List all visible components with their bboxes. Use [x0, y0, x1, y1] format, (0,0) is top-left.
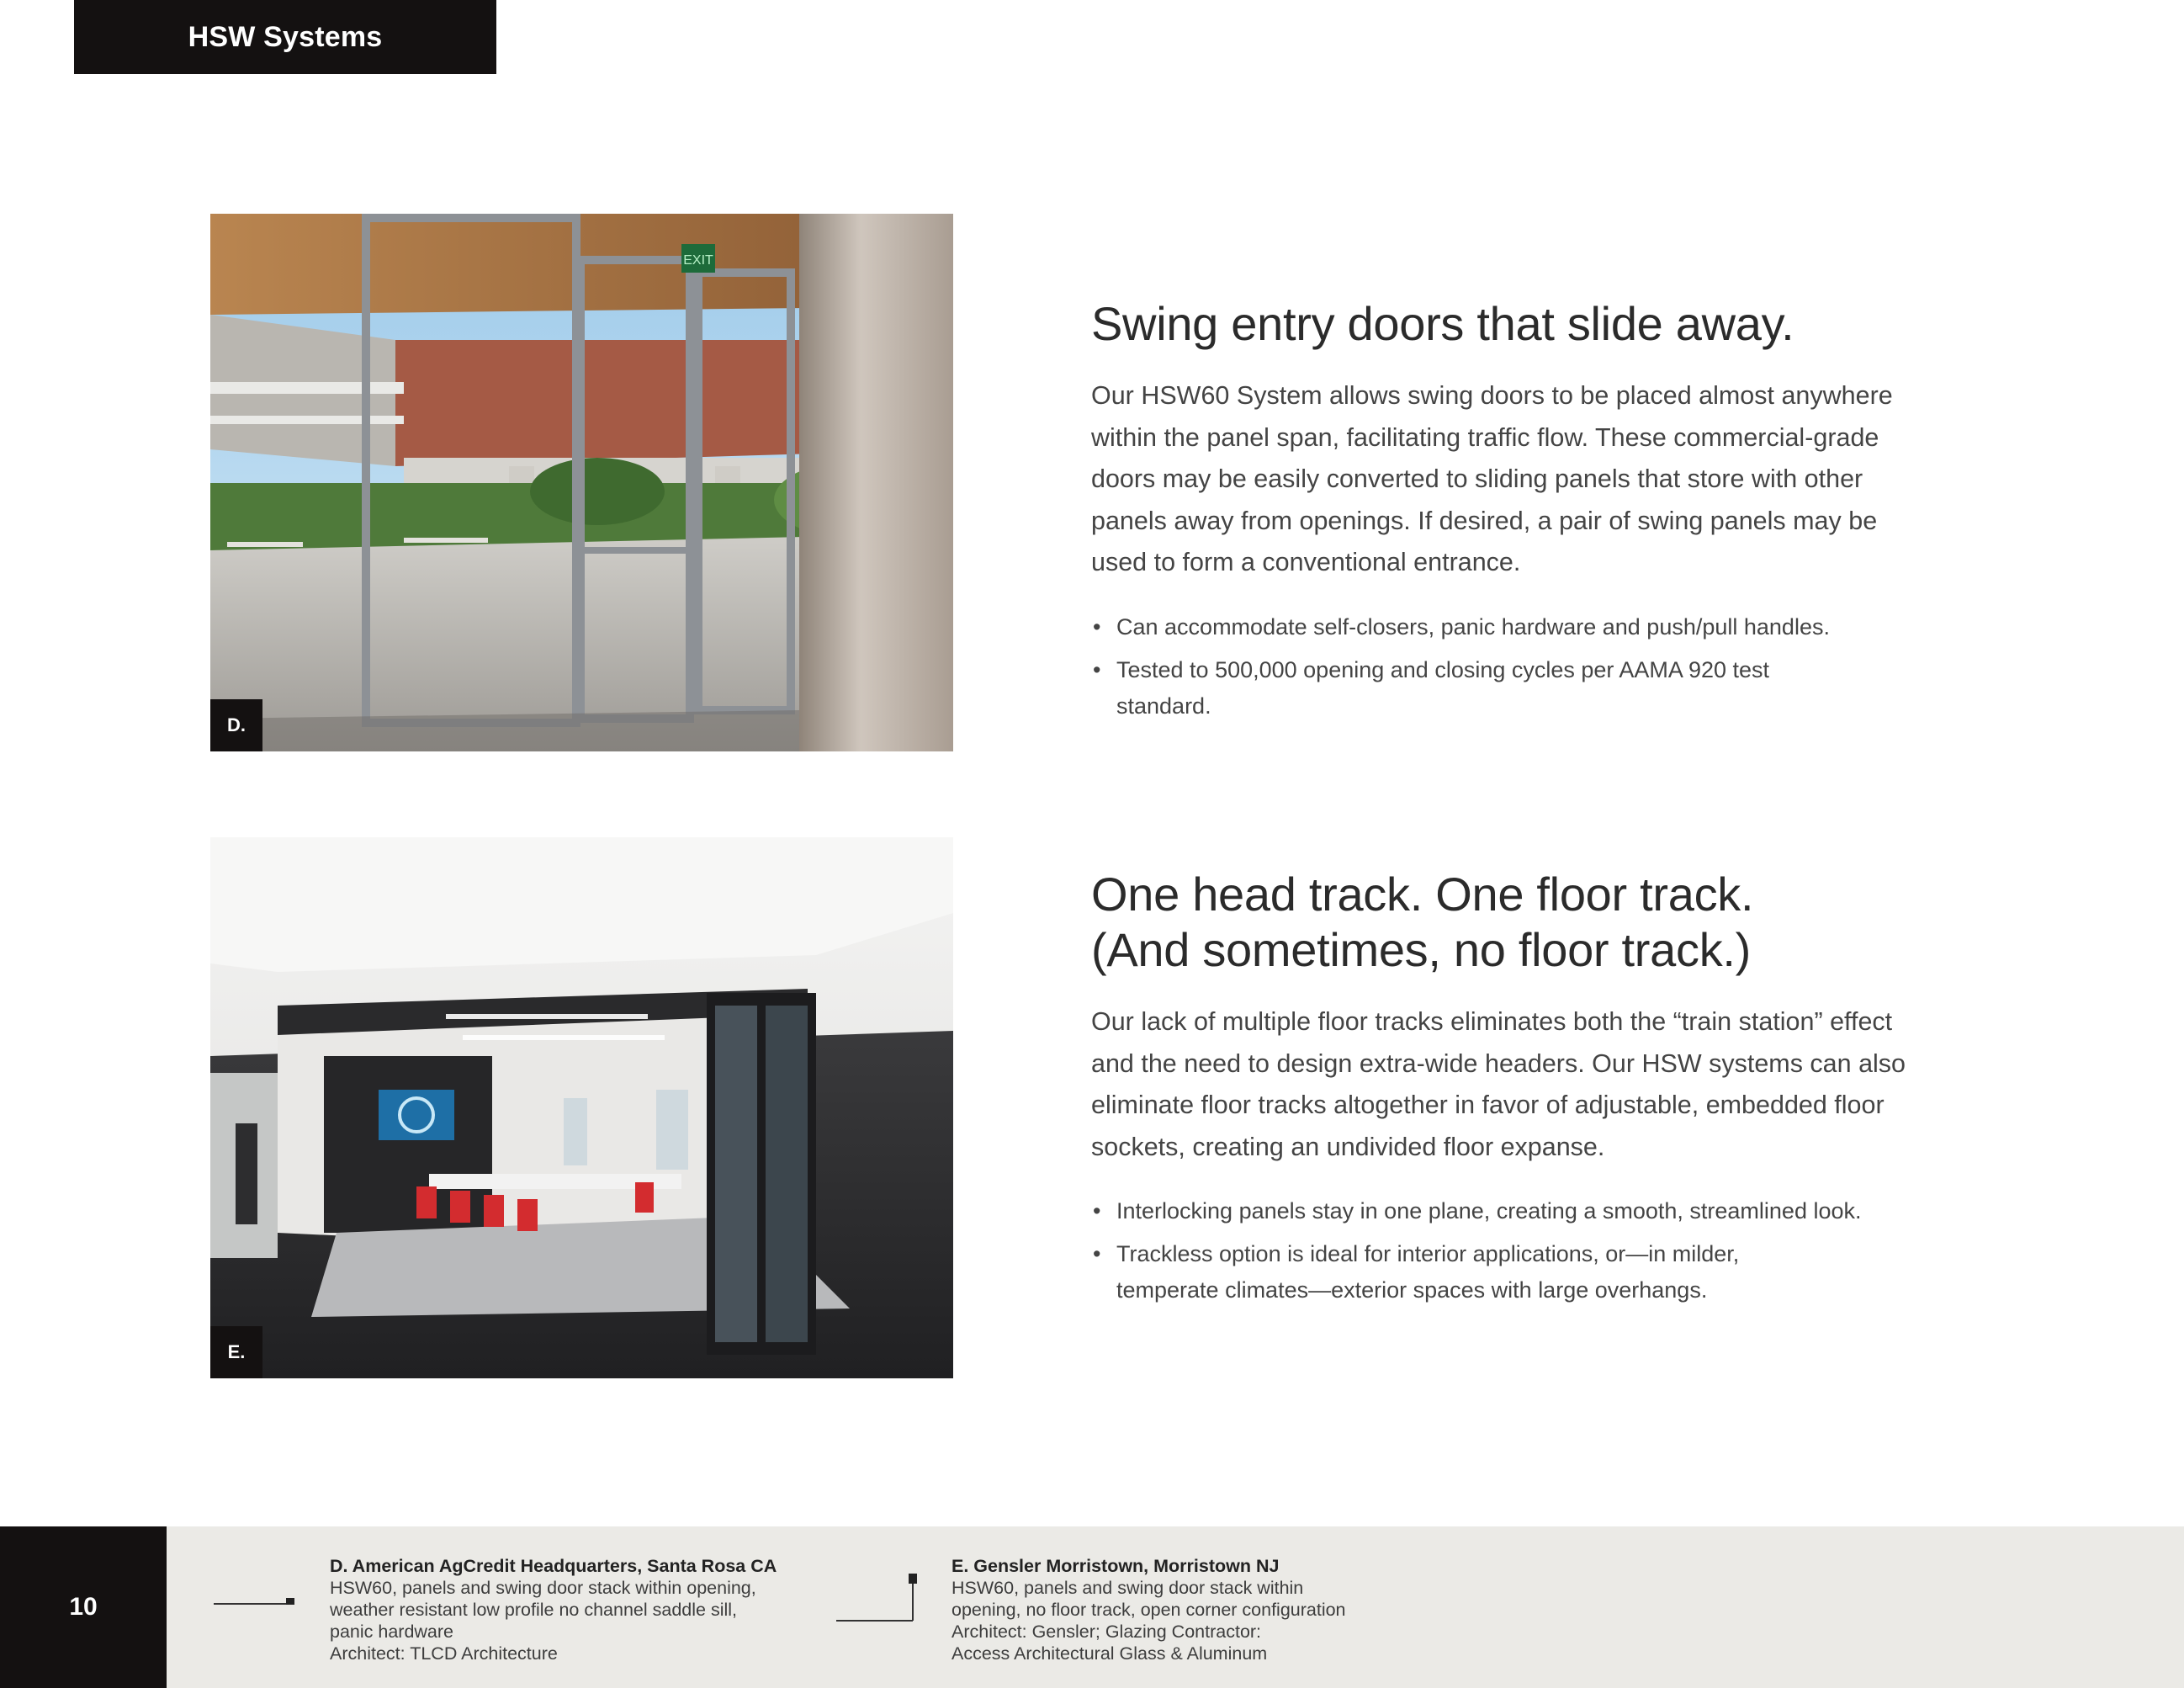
photo-d-label: D. [210, 699, 262, 751]
page-number: 10 [0, 1526, 167, 1688]
photo-d-swing-doors [210, 214, 953, 751]
exit-sign-text: EXIT [683, 253, 713, 268]
caption-d [330, 1555, 801, 1664]
section-header-tab [74, 0, 496, 74]
caption-line: Architect: TLCD Architecture [330, 1643, 558, 1664]
floor-socket-detail-icon [835, 1570, 919, 1624]
bullet-item: • Tested to 500,000 opening and closing cycles per AAMA 920 test standard. [1091, 652, 1781, 725]
section-title: HSW Systems [188, 20, 383, 53]
section-heading: Swing entry doors that slide away. [1091, 297, 1794, 350]
sill-detail-icon [212, 1585, 300, 1611]
caption-line: weather resistant low profile no channel saddle sill, [330, 1600, 738, 1620]
caption-line: Access Architectural Glass & Aluminum [952, 1643, 1268, 1664]
photo-e-label: E. [210, 1326, 262, 1378]
photo-e-conference-room [210, 837, 953, 1378]
section-heading-line-1: One head track. One floor track. [1091, 868, 1754, 921]
bullet-list [1091, 609, 1916, 725]
caption-line: opening, no floor track, open corner configuration [952, 1600, 1346, 1620]
section-heading-line-2: (And sometimes, no floor track.) [1091, 923, 1751, 976]
bullet-list [1091, 1193, 1916, 1308]
section-body: Our HSW60 System allows swing doors to be placed almost anywhere within the panel span, facilitating traffic flow. These commercial-grade doors may be easily converted to sliding panels that store with other panels away from openings. If desired, a pair of swing panels may be used to form a conventional entrance. [1091, 381, 1893, 576]
bullet-item: • Interlocking panels stay in one plane, creating a smooth, streamlined look. [1091, 1193, 1916, 1229]
caption-line: HSW60, panels and swing door stack within opening, [330, 1578, 756, 1598]
bullet-item: • Can accommodate self-closers, panic hardware and push/pull handles. [1091, 609, 1916, 645]
section-heading [1091, 867, 1916, 978]
caption-e [952, 1555, 1423, 1664]
photo-e-illustration [210, 837, 953, 1378]
caption-title: E. Gensler Morristown, Morristown NJ [952, 1556, 1280, 1576]
footer-captions [0, 1526, 2184, 1688]
caption-title: D. American AgCredit Headquarters, Santa Rosa CA [330, 1556, 777, 1576]
caption-line: Architect: Gensler; Glazing Contractor: [952, 1622, 1262, 1642]
bullet-item: • Trackless option is ideal for interior applications, or—in milder, temperate climates—exterior spaces with large overhangs. [1091, 1236, 1781, 1308]
section-swing-doors [1091, 296, 1916, 731]
section-body: Our lack of multiple floor tracks eliminates both the “train station” effect and the need to design extra-wide headers. Our HSW systems can also eliminate floor tracks altogether in favor of adjustable, embedded floor sockets, creating an undivided floor expanse. [1091, 1007, 1906, 1161]
caption-line: panic hardware [330, 1622, 454, 1642]
section-floor-track [1091, 867, 1916, 1315]
caption-line: HSW60, panels and swing door stack within [952, 1578, 1304, 1598]
photo-d-illustration [210, 214, 953, 751]
